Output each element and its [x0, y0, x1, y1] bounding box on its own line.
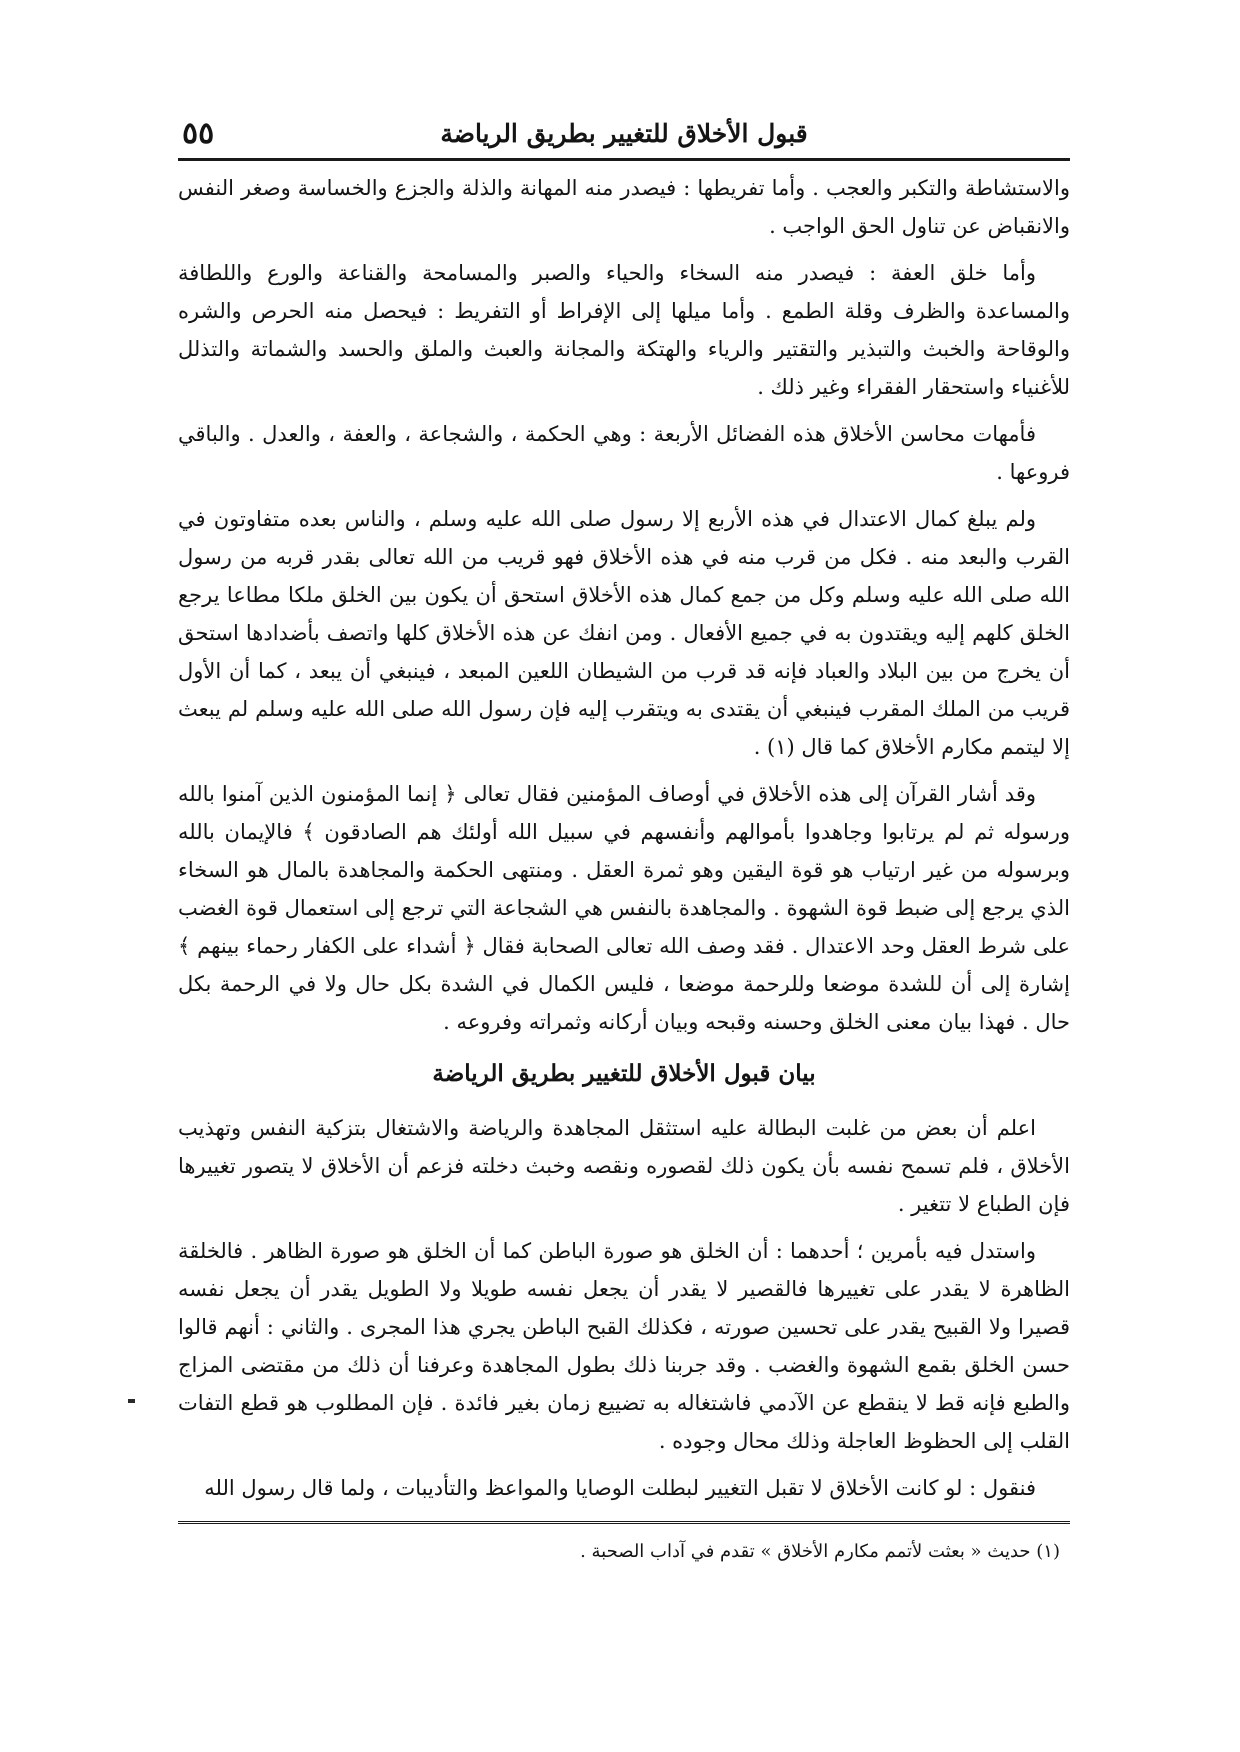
- paragraph: ولم يبلغ كمال الاعتدال في هذه الأربع إلا رسول صلى الله عليه وسلم ، والناس بعده متفاوتون في القرب والبعد منه . فكل من قرب منه في هذه الأخلاق فهو قريب من الله تعالى بقدر قربه من رسول الله صلى الله عليه وسلم وكل من جمع كمال هذه الأخلاق استحق أن يكون بين الخلق ملكا مطاعا يرجع الخلق كلهم إليه ويقتدون به في جميع الأفعال . ومن انفك عن هذه الأخلاق كلها واتصف بأضدادها استحق أن يخرج من بين البلاد والعباد فإنه قد قرب من الشيطان اللعين المبعد ، فينبغي أن يبعد ، كما أن الأول قريب من الملك المقرب فينبغي أن يقتدى به ويتقرب إليه فإن رسول الله صلى الله عليه وسلم لم يبعث إلا ليتمم مكارم الأخلاق كما قال (١) .: [178, 507, 1070, 759]
- paragraph: فنقول : لو كانت الأخلاق لا تقبل التغيير لبطلت الوصايا والمواعظ والتأديبات ، ولما قال رسول الله: [204, 1476, 1036, 1500]
- paragraph: وقد أشار القرآن إلى هذه الأخلاق في أوصاف المؤمنين فقال تعالى ﴿ إنما المؤمنون الذين آمنوا بالله ورسوله ثم لم يرتابوا وجاهدوا بأموالهم وأنفسهم في سبيل الله أولئك هم الصادقون ﴾ فالإيمان بالله وبرسوله من غير ارتياب هو قوة اليقين وهو ثمرة العقل . ومنتهى الحكمة والمجاهدة بالمال هو السخاء الذي يرجع إلى ضبط قوة الشهوة . والمجاهدة بالنفس هي الشجاعة التي ترجع إلى استعمال قوة الغضب على شرط العقل وحد الاعتدال . فقد وصف الله تعالى الصحابة فقال ﴿ أشداء على الكفار رحماء بينهم ﴾ إشارة إلى أن للشدة موضعا وللرحمة موضعا ، فليس الكمال في الشدة بكل حال ولا في الرحمة بكل حال . فهذا بيان معنى الخلق وحسنه وقبحه وبيان أركانه وثمراته وفروعه .: [178, 782, 1070, 1034]
- footnote-separator: [178, 1521, 1070, 1528]
- header-rule: [178, 158, 1070, 161]
- paragraph: والاستشاطة والتكبر والعجب . وأما تفريطها : فيصدر منه المهانة والذلة والجزع والخساسة وصغر النفس والانقباض عن تناول الحق الواجب .: [178, 176, 1070, 238]
- page-number: ٥٥: [182, 116, 215, 151]
- main-text: [178, 169, 1070, 1507]
- paragraph: اعلم أن بعض من غلبت البطالة عليه استثقل المجاهدة والرياضة والاشتغال بتزكية النفس وتهذيب الأخلاق ، فلم تسمح نفسه بأن يكون ذلك لقصوره ونقصه وخبث دخلته فزعم أن الأخلاق لا يتصور تغييرها فإن الطباع لا تتغير .: [178, 1116, 1070, 1216]
- running-title: قبول الأخلاق للتغيير بطريق الرياضة: [440, 119, 808, 148]
- footnote: (١) حديث « بعثت لأتمم مكارم الأخلاق » تقدم في آداب الصحبة .: [580, 1541, 1060, 1562]
- section-heading: بيان قبول الأخلاق للتغيير بطريق الرياضة: [432, 1060, 816, 1087]
- paragraph: وأما خلق العفة : فيصدر منه السخاء والحياء والصبر والمسامحة والقناعة والورع واللطافة والمساعدة والظرف وقلة الطمع . وأما ميلها إلى الإفراط أو التفريط : فيحصل منه الحرص والشره والوقاحة والخبث والتبذير والتقتير والرياء والهتكة والمجانة والعبث والملق والحسد والشماتة والتذلل للأغنياء واستحقار الفقراء وغير ذلك .: [178, 261, 1070, 399]
- paragraph: فأمهات محاسن الأخلاق هذه الفضائل الأربعة : وهي الحكمة ، والشجاعة ، والعفة ، والعدل . والباقي فروعها .: [178, 422, 1070, 484]
- margin-mark: [128, 1399, 135, 1403]
- paragraph: واستدل فيه بأمرين ؛ أحدهما : أن الخلق هو صورة الباطن كما أن الخلق هو صورة الظاهر . فالخلقة الظاهرة لا يقدر على تغييرها فالقصير لا يقدر أن يجعل نفسه طويلا ولا الطويل يقدر أن يجعل نفسه قصيرا ولا القبيح يقدر على تحسين صورته ، فكذلك القبح الباطن يجري هذا المجرى . والثاني : أنهم قالوا حسن الخلق بقمع الشهوة والغضب . وقد جربنا ذلك بطول المجاهدة وعرفنا أن ذلك من مقتضى المزاج والطبع فإنه قط لا ينقطع عن الآدمي فاشتغاله به تضييع زمان بغير فائدة . فإن المطلوب هو قطع التفات القلب إلى الحظوظ العاجلة وذلك محال وجوده .: [178, 1239, 1070, 1453]
- book-page: [178, 112, 1070, 1712]
- running-header: [178, 112, 1070, 156]
